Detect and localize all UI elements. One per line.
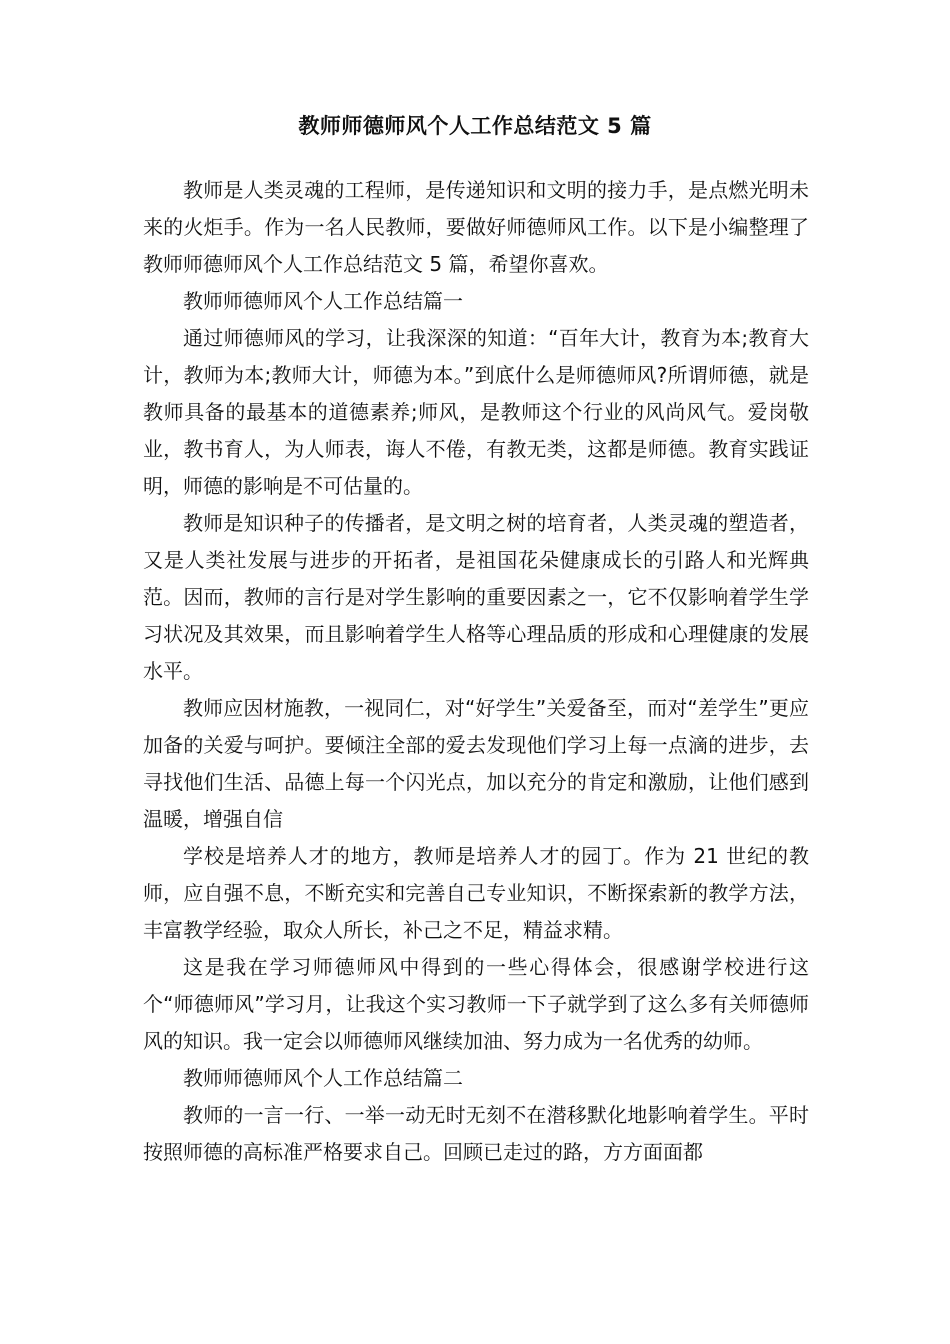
section-heading-1: 教师师德师风个人工作总结篇一 xyxy=(183,289,463,313)
paragraph: 教师是知识种子的传播者，是文明之树的培育者，人类灵魂的塑造者，又是人类社发展与进步的开拓者，是祖国花朵健康成长的引路人和光辉典范。因而，教师的言行是对学生影响的重要因素之一，它不仅影响着学生学习状况及其效果，而且影响着学生人格等心理品质的形成和心理健康的发展水平。 xyxy=(143,511,809,683)
document-body xyxy=(143,172,809,1171)
document-title: 教师师德师风个人工作总结范文 5 篇 xyxy=(298,114,652,138)
paragraph: 学校是培养人才的地方，教师是培养人才的园丁。作为 21 世纪的教师，应自强不息，不断充实和完善自己专业知识，不断探索新的教学方法，丰富教学经验，取众人所长，补己之不足，精益求精。 xyxy=(143,844,809,942)
paragraph: 教师应因材施教，一视同仁，对“好学生”关爱备至，而对“差学生”更应加备的关爱与呵护。要倾注全部的爱去发现他们学习上每一点滴的进步，去寻找他们生活、品德上每一个闪光点，加以充分的肯定和激励，让他们感到温暖，增强自信 xyxy=(143,696,809,831)
paragraph: 教师的一言一行、一举一动无时无刻不在潜移默化地影响着学生。平时按照师德的高标准严格要求自己。回顾已走过的路，方方面面都 xyxy=(143,1103,809,1164)
section-heading-2: 教师师德师风个人工作总结篇二 xyxy=(183,1066,463,1090)
paragraph-intro: 教师是人类灵魂的工程师，是传递知识和文明的接力手，是点燃光明未来的火炬手。作为一名人民教师，要做好师德师风工作。以下是小编整理了教师师德师风个人工作总结范文 5 篇，希望你喜欢。 xyxy=(143,178,809,276)
paragraph: 这是我在学习师德师风中得到的一些心得体会，很感谢学校进行这个“师德师风”学习月，让我这个实习教师一下子就学到了这么多有关师德师风的知识。我一定会以师德师风继续加油、努力成为一名优秀的幼师。 xyxy=(143,955,809,1053)
paragraph: 通过师德师风的学习，让我深深的知道：“百年大计，教育为本;教育大计，教师为本;教师大计，师德为本。”到底什么是师德师风?所谓师德，就是教师具备的最基本的道德素养;师风，是教师这个行业的风尚风气。爱岗敬业，教书育人，为人师表，诲人不倦，有教无类，这都是师德。教育实践证明，师德的影响是不可估量的。 xyxy=(143,326,809,498)
